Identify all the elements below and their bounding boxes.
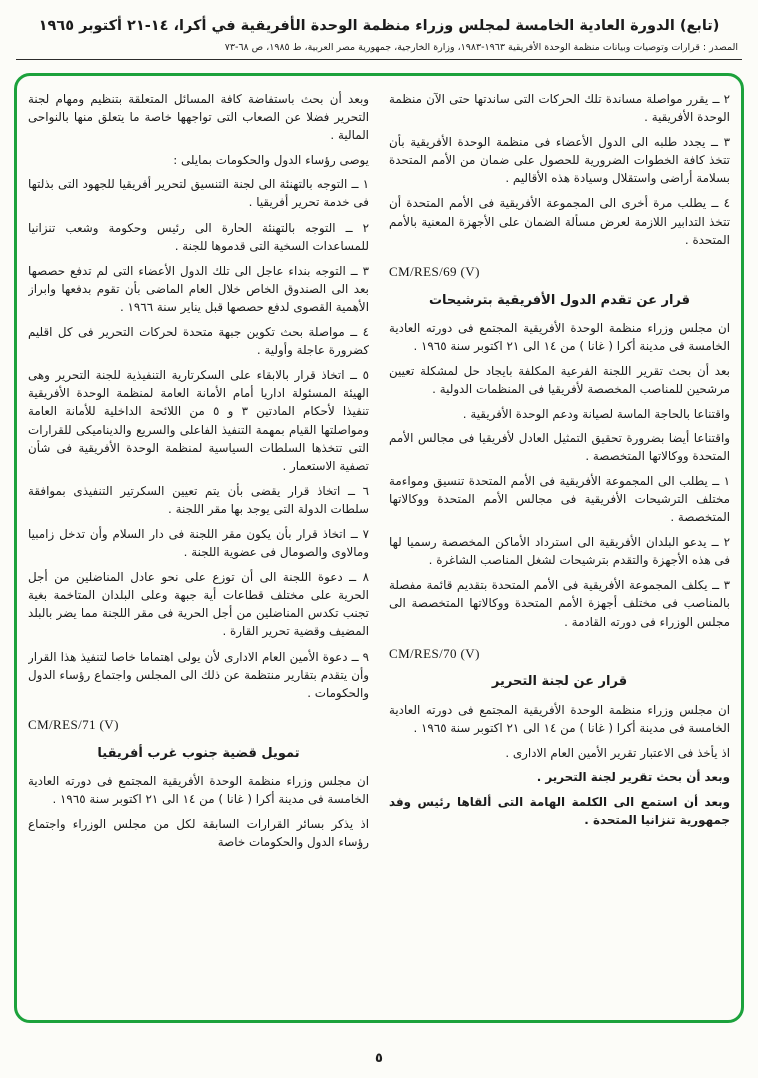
numbered-item: ٦ ــ اتخاذ قرار يقضى بأن يتم تعيين السكرتير التنفيذى بموافقة سلطات الدولة التى يوجد بها مقر اللجنة .: [28, 483, 369, 516]
source-citation: المصدر : قرارات وتوصيات وبيانات منظمة الوحدة الأفريقية ١٩٦٣-١٩٨٣، وزارة الخارجية، جمهورية مصر العربية، ط ١٩٨٥، ص ٦٨-٧٣: [224, 42, 738, 53]
paragraph: يوصى رؤساء الدول والحكومات بمايلى :: [173, 152, 369, 167]
numbered-item: ٢ ــ التوجه بالتهنئة الحارة الى رئيس وحكومة وشعب تنزانيا للمساعدات السخية التى قدموها للجنة .: [28, 220, 369, 253]
header-divider: [16, 59, 742, 60]
document-title: (تابع) الدورة العادية الخامسة لمجلس وزراء منظمة الوحدة الأفريقية في أكرا، ١٤-٢١ أكتوبر ١٩٦٥: [38, 18, 720, 34]
column-right: [389, 90, 730, 1006]
numbered-item: ٣ ــ التوجه بنداء عاجل الى تلك الدول الأعضاء التى لم تدفع حصصها بعد الى الصندوق الخاص خلال العام الماضى بأن تقوم بدفعها وابراز الأهمية القصوى لدفع حصصها قبل يناير سنة ١٩٦٦ .: [28, 263, 369, 314]
resolution-title: قرار عن لجنة التحرير: [491, 674, 628, 690]
numbered-item: ٢ ــ يقرر مواصلة مساندة تلك الحركات التى ساندتها حتى الآن منظمة الوحدة الأفريقية .: [389, 92, 730, 125]
resolution-ref: CM/RES/70 (V): [389, 645, 480, 661]
numbered-item: ٨ ــ دعوة اللجنة الى أن توزع على نحو عادل المناضلين من أجل الحرية على مختلف قطاعات أية جبهة وعلى البلدان المتاخمة بغية تجنب تكدس المناضلين من أجل الحرية فى مقر اللجنة مما يضر بالبلد المضيف وقضية تحرير القارة .: [28, 570, 369, 639]
numbered-item: ٣ ــ يجدد طلبه الى الدول الأعضاء فى منظمة الوحدة الأفريقية بأن تتخذ كافة الخطوات الضرورية للحصول على ضمان من الأمم المتحدة بسلامة أراضى واستقلال وسيادة هذه الأقاليم .: [389, 135, 730, 186]
resolution-title: تمويل قضية جنوب غرب أفريقيا: [97, 745, 300, 761]
paragraph: واقتناعا أيضا بضرورة تحقيق التمثيل العادل لأفريقيا فى مجالس الأمم المتحدة ووكالاتها المتخصصة .: [389, 431, 730, 464]
resolution-ref: CM/RES/71 (V): [28, 716, 119, 732]
numbered-item: ٢ ــ يدعو البلدان الأفريقية الى استرداد الأماكن المخصصة رسميا لها فى هذه الأجهزة والتقدم بترشيحات لشغل المناصب الشاغرة .: [389, 535, 730, 568]
paragraph: اذ يذكر بسائر القرارات السابقة لكل من مجلس الوزراء واجتماع رؤساء الدول والحكومات خاصة: [28, 817, 369, 850]
paragraph: وبعد أن استمع الى الكلمة الهامة التى ألقاها رئيس وفد جمهورية تنزانيا المتحدة .: [389, 795, 730, 828]
two-column-layout: [28, 90, 730, 1006]
numbered-item: ٤ ــ يطلب مرة أخرى الى المجموعة الأفريقية فى الأمم المتحدة أن تتخذ التدابير اللازمة لعرض مسألة الضمان على الأجهزة المعنية بالأمم المتحدة .: [389, 196, 730, 247]
page-header: [10, 18, 748, 60]
numbered-item: ١ ــ يطلب الى المجموعة الأفريقية فى الأمم المتحدة تنسيق ومواءمة مختلف الترشيحات الأفريقية فى مجالس الأمم المتحدة ووكالاتها المتخصصة .: [389, 473, 730, 525]
numbered-item: ٥ ــ اتخاذ قرار بالابقاء على السكرتارية التنفيذية للجنة التحرير وهى الهيئة المسئولة اداريا أمام الأمانة العامة لمنظمة الوحدة الأفريقية تنفيذا لأحكام المادتين ٣ و ٥ من اللائحة الداخلية للأمانة العامة ومواصلتها القيام بمهمة التنفيذ الفاعلى والسريع والديناميكى للقرارات التى تتخذها السلطات السياسية لمنظمة الوحدة الأفريقية فى شأن تصفية الاستعمار .: [28, 368, 369, 473]
paragraph: واقتناعا بالحاجة الماسة لصيانة ودعم الوحدة الأفريقية .: [462, 406, 730, 421]
page-number: ٥: [375, 1051, 383, 1066]
paragraph: ان مجلس وزراء منظمة الوحدة الأفريقية المجتمع فى دورته العادية الخامسة فى مدينة أكرا ( غانا ) من ١٤ الى ٢١ اكتوبر سنة ١٩٦٥ .: [389, 703, 730, 736]
numbered-item: ١ ــ التوجه بالتهنئة الى لجنة التنسيق لتحرير أفريقيا للجهود التى بذلتها فى خدمة تحرير أفريقيا .: [28, 177, 369, 210]
numbered-item: ٧ ــ اتخاذ قرار بأن يكون مقر اللجنة فى دار السلام وأن تدخل زامبيا ومالاوى والصومال فى عضوية اللجنة .: [28, 526, 369, 560]
paragraph: ان مجلس وزراء منظمة الوحدة الأفريقية المجتمع فى دورته العادية الخامسة فى مدينة أكرا ( غانا ) من ١٤ الى ٢١ اكتوبر سنة ١٩٦٥ .: [28, 774, 369, 807]
numbered-item: ٩ ــ دعوة الأمين العام الادارى لأن يولى اهتماما خاصا لتنفيذ هذا القرار وأن يتقدم بتقارير منتظمة عن ذلك الى المجلس واجتماع رؤساء الدول والحكومات .: [28, 649, 369, 700]
resolution-title: قرار عن تقدم الدول الأفريقية بترشيحات: [428, 292, 691, 308]
numbered-item: ٤ ــ مواصلة بحث تكوين جبهة متحدة لحركات التحرير فى كل اقليم كضرورة عاجلة وأولية .: [28, 325, 369, 358]
paragraph: وبعد أن بحث باستفاضة كافة المسائل المتعلقة بتنظيم ومهام لجنة التحرير فضلا عن الصعاب التى تواجهها خاصة ما يتعلق منها بالنواحى المالية .: [28, 92, 369, 143]
paragraph: ان مجلس وزراء منظمة الوحدة الأفريقية المجتمع فى دورته العادية الخامسة فى مدينة أكرا ( غانا ) من ١٤ الى ٢١ اكتوبر سنة ١٩٦٥ .: [389, 321, 730, 354]
paragraph: بعد أن بحث تقرير اللجنة الفرعية المكلفة بايجاد حل لمشكلة تعيين مرشحين للمناصب المخصصة لأفريقيا فى المنظمات الدولية .: [389, 363, 730, 397]
content-frame: [14, 73, 744, 1023]
column-left: [28, 90, 369, 1006]
paragraph: وبعد أن بحث تقرير لجنة التحرير .: [536, 770, 730, 785]
numbered-item: ٣ ــ يكلف المجموعة الأفريقية فى الأمم المتحدة بتقديم قائمة مفصلة بالمناصب فى مختلف أجهزة الأمم المتحدة ووكالاتها المتخصصة الى مجلس الوزراء فى دورته القادمة .: [389, 578, 730, 629]
resolution-ref: CM/RES/69 (V): [389, 263, 480, 279]
paragraph: اذ يأخذ فى الاعتبار تقرير الأمين العام الادارى .: [505, 745, 730, 760]
